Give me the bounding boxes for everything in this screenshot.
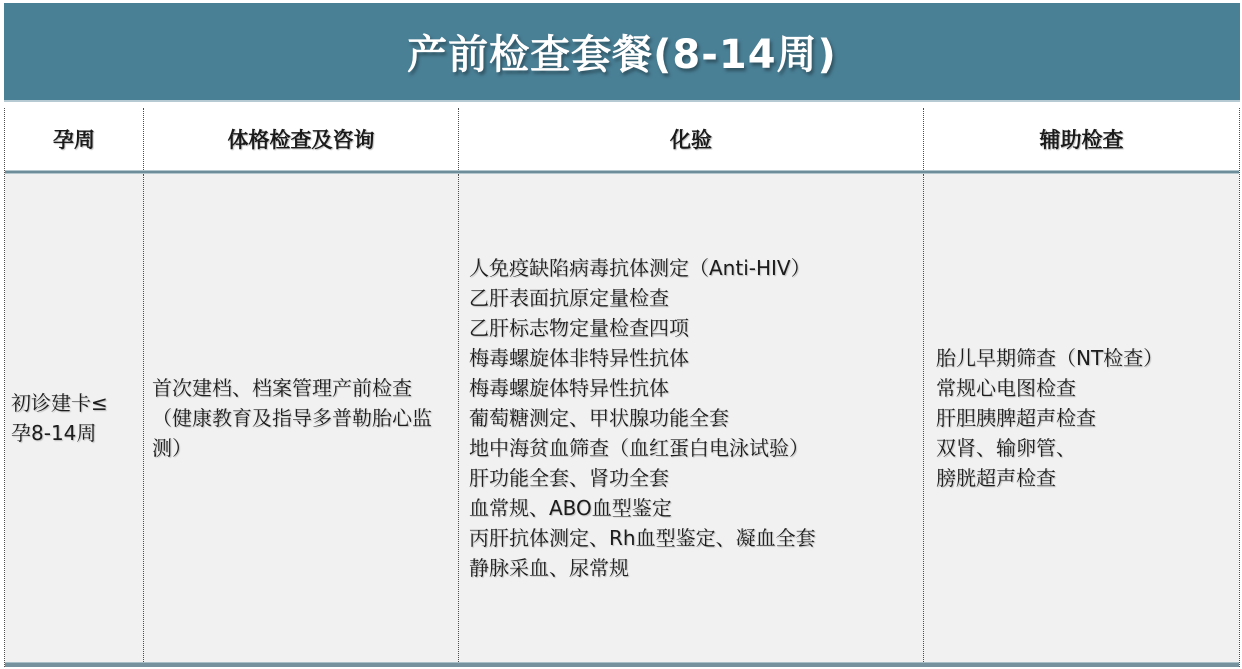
lab-test-item: 梅毒螺旋体非特异性抗体 — [469, 346, 689, 370]
lab-test-item: 梅毒螺旋体特异性抗体 — [469, 376, 669, 400]
column-header-physical-exam-consult: 体格检查及咨询 — [144, 108, 459, 170]
physical-exam-text: 首次建档、档案管理产前检查（健康教育及指导多普勒胎心监测） — [152, 376, 432, 460]
lab-test-item: 丙肝抗体测定、Rh血型鉴定、凝血全套 — [469, 526, 816, 550]
lab-test-item: 乙肝表面抗原定量检查 — [469, 286, 669, 310]
cell-gestational-week — [5, 174, 144, 662]
auxiliary-exam-item: 常规心电图检查 — [936, 376, 1076, 400]
auxiliary-exam-item: 肝胆胰脾超声检查 — [936, 406, 1096, 430]
table-header-row — [5, 108, 1239, 170]
auxiliary-exam-item: 双肾、输卵管、 — [936, 436, 1076, 460]
cell-auxiliary-exams — [924, 174, 1239, 662]
table-frame — [4, 108, 1240, 667]
lab-test-item: 血常规、ABO血型鉴定 — [469, 496, 672, 520]
gestational-week-line: 孕8-14周 — [11, 421, 97, 445]
lab-test-item: 葡萄糖测定、甲状腺功能全套 — [469, 406, 729, 430]
lab-test-item: 肝功能全套、肾功全套 — [469, 466, 669, 490]
column-header-auxiliary-exams: 辅助检查 — [1039, 128, 1124, 152]
lab-test-item: 地中海贫血筛查（血红蛋白电泳试验） — [469, 436, 809, 460]
table-bottom-border — [5, 662, 1239, 667]
table-body-row — [5, 174, 1239, 662]
cell-lab-tests — [459, 174, 924, 662]
prenatal-checkup-table — [4, 3, 1240, 667]
lab-test-item: 乙肝标志物定量检查四项 — [469, 316, 689, 340]
lab-test-item: 静脉采血、尿常规 — [469, 556, 629, 580]
lab-test-item: 人免疫缺陷病毒抗体测定（Anti-HIV） — [469, 256, 811, 280]
gestational-week-line: 初诊建卡≤ — [11, 391, 108, 415]
auxiliary-exam-item: 胎儿早期筛查（NT检查） — [936, 346, 1164, 370]
column-header-gestational-week: 孕周 — [5, 108, 144, 170]
auxiliary-exam-item: 膀胱超声检查 — [936, 466, 1056, 490]
cell-physical-exam-consult — [144, 174, 459, 662]
table-title-band — [4, 3, 1240, 102]
table-title: 产前检查套餐(8-14周) — [407, 32, 837, 78]
column-header-lab-tests: 化验 — [459, 108, 924, 170]
